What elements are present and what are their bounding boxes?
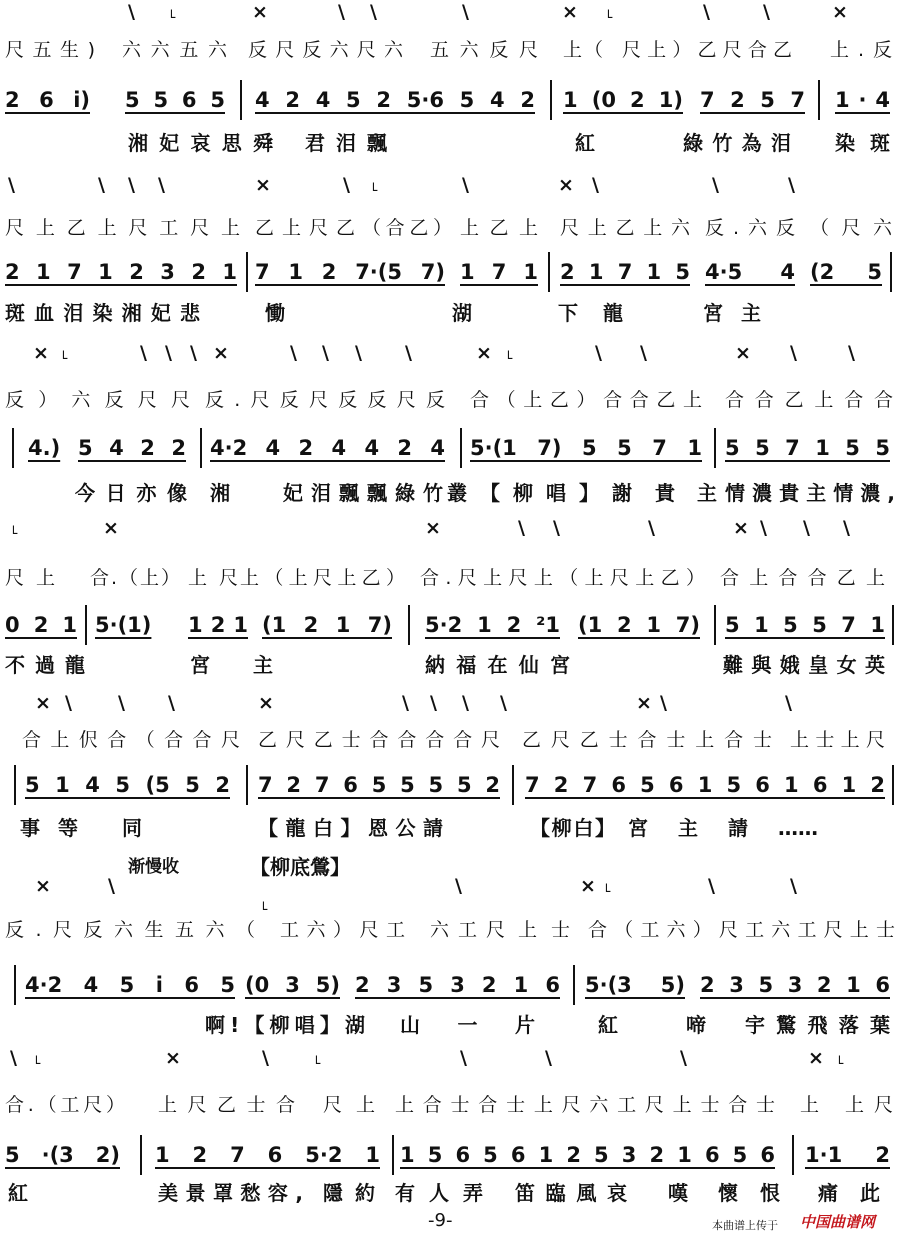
beat-mark: × xyxy=(636,692,652,714)
lyric-segment: 笛臨風哀 xyxy=(515,1181,627,1205)
gongche-segment: 反.六反 xyxy=(705,217,795,239)
beat-mark: \ xyxy=(595,342,602,364)
lyric-segment: 【柳白】 xyxy=(530,816,615,840)
beat-mark: \ xyxy=(712,174,719,196)
bar-line xyxy=(14,965,16,1005)
jianpu-segment: 5 1 4 5 (5 5 2 xyxy=(25,773,230,797)
lyric-segment: 妃泪飄飄綠竹 xyxy=(283,481,443,505)
gongche-segment: 反）六反尺尺 xyxy=(5,389,190,411)
gongche-segment: 上尺 xyxy=(845,1094,893,1116)
beat-mark: × xyxy=(258,692,274,714)
beat-mark: \ xyxy=(128,174,135,196)
beat-mark: \ xyxy=(322,342,329,364)
bar-line xyxy=(140,1135,142,1175)
beat-mark: \ xyxy=(803,517,810,539)
beat-mark: \ xyxy=(462,1,469,23)
tune-name-label: 【柳底鶯】 xyxy=(250,855,350,879)
beat-mark: \ xyxy=(65,692,72,714)
bar-line xyxy=(792,1135,794,1175)
beat-mark: \ xyxy=(703,1,710,23)
beat-mark: \ xyxy=(168,692,175,714)
jianpu-segment: (2 5 xyxy=(810,260,882,284)
jianpu-segment: (0 3 5) xyxy=(245,973,340,997)
gongche-segment: 尺上 xyxy=(323,1094,375,1116)
beat-mark: \ xyxy=(592,174,599,196)
beat-mark: \ xyxy=(462,174,469,196)
bar-line xyxy=(200,428,202,468)
lyric-segment: 啊!【柳唱】湖 xyxy=(205,1013,365,1037)
beat-mark: \ xyxy=(843,517,850,539)
lyric-segment: 同 xyxy=(122,816,142,840)
gongche-segment: 反.尺反六生五六（ xyxy=(5,919,255,941)
jianpu-segment: 5 ·(3 2) xyxy=(5,1143,120,1167)
beat-mark: \ xyxy=(190,342,197,364)
bar-line xyxy=(892,605,894,645)
beat-mark: \ xyxy=(518,517,525,539)
gongche-segment: 反.尺反尺反反尺反 xyxy=(205,389,445,411)
beat-mark: \ xyxy=(355,342,362,364)
beat-mark: \ xyxy=(290,342,297,364)
beat-mark: \ xyxy=(545,1047,552,1069)
lyric-segment: 有人弄 xyxy=(395,1181,483,1205)
jianpu-segment: 1 7 1 xyxy=(460,260,538,284)
beat-mark: \ xyxy=(500,692,507,714)
bar-line xyxy=(548,252,550,292)
jianpu-segment: 5·(1) xyxy=(95,613,152,637)
gongche-segment: 合（上乙）合合乙上 xyxy=(470,389,702,411)
jianpu-segment: 7 2 5 7 xyxy=(700,88,805,112)
bar-line xyxy=(14,765,16,805)
lyric-segment: 不過龍 xyxy=(5,653,85,677)
jianpu-segment: 2 1 7 1 2 3 2 1 xyxy=(5,260,237,284)
beat-mark: × xyxy=(808,1047,824,1069)
beat-mark: × xyxy=(103,517,119,539)
beat-mark: \ xyxy=(455,875,462,897)
beat-mark: × xyxy=(476,342,492,364)
beat-mark: \ xyxy=(343,174,350,196)
beat-mark: \ xyxy=(460,1047,467,1069)
beat-mark: × xyxy=(33,342,49,364)
beat-mark: \ xyxy=(790,342,797,364)
beat-mark: ˪ xyxy=(12,517,19,539)
lyric-segment: 染斑 xyxy=(835,131,890,155)
gongche-segment: （合乙） xyxy=(362,217,452,239)
beat-mark: \ xyxy=(158,174,165,196)
bar-line xyxy=(246,765,248,805)
gongche-segment: 尺上）乙尺合乙 xyxy=(622,39,792,61)
bar-line xyxy=(892,765,894,805)
page-number: -9- xyxy=(428,1210,453,1231)
gongche-segment: 尺五生) xyxy=(5,39,95,61)
bar-line xyxy=(890,252,892,292)
lyric-segment: 今日亦像 xyxy=(75,481,187,505)
beat-mark: \ xyxy=(402,692,409,714)
bar-line xyxy=(714,605,716,645)
bar-line xyxy=(12,428,14,468)
beat-mark: × xyxy=(735,342,751,364)
gongche-segment: 上 xyxy=(800,1094,820,1116)
bar-line xyxy=(460,428,462,468)
gongche-segment: 合合乙上合合 xyxy=(725,389,893,411)
lyric-segment: 難與娥皇女英 xyxy=(723,653,885,677)
beat-mark: \ xyxy=(370,1,377,23)
lyric-segment: 斑血泪染湘妃悲 xyxy=(5,301,200,325)
jianpu-segment: 2 3 5 3 2 1 6 xyxy=(700,973,890,997)
gongche-segment: 反尺反六尺六 xyxy=(248,39,403,61)
jianpu-segment: 7 2 7 6 5 6 1 5 6 1 6 1 2 xyxy=(525,773,885,797)
gongche-segment: （尺六 xyxy=(810,217,892,239)
beat-mark: × xyxy=(213,342,229,364)
beat-mark: \ xyxy=(763,1,770,23)
jianpu-segment: 4·2 4 2 4 4 2 4 xyxy=(210,436,445,460)
beat-mark: \ xyxy=(165,342,172,364)
lyric-segment: 貴主 xyxy=(655,481,717,505)
jianpu-segment: 1 2 7 6 5·2 1 xyxy=(155,1143,380,1167)
lyric-segment: 宮主 xyxy=(703,301,761,325)
lyric-segment: 主 xyxy=(253,653,273,677)
lyric-segment: 叢【柳唱】謝 xyxy=(447,481,632,505)
gongche-segment: 上尺 xyxy=(188,567,238,589)
jianpu-segment: 2 3 5 3 2 1 6 xyxy=(355,973,560,997)
bar-line xyxy=(714,428,716,468)
tempo-instruction: 渐慢收 xyxy=(128,857,179,877)
beat-mark: ˪ xyxy=(607,1,614,23)
bar-line xyxy=(392,1135,394,1175)
lyric-segment: 紅 xyxy=(598,1013,618,1037)
beat-mark: \ xyxy=(640,342,647,364)
gongche-segment: 六工尺 xyxy=(430,919,505,941)
beat-mark: ˪ xyxy=(838,1047,845,1069)
beat-mark: × xyxy=(255,174,271,196)
jianpu-segment: (1 2 1 7) xyxy=(578,613,700,637)
lyric-segment: 情濃貴主情濃, xyxy=(725,481,895,505)
jianpu-segment: 1·1 2 xyxy=(805,1143,890,1167)
beat-mark: \ xyxy=(680,1047,687,1069)
beat-mark: \ xyxy=(118,692,125,714)
beat-mark: \ xyxy=(430,692,437,714)
gongche-segment: 上合士合士上尺六工尺上士合士 xyxy=(395,1094,775,1116)
beat-mark: ˪ xyxy=(262,893,269,915)
lyric-segment: 湘 xyxy=(210,481,230,505)
beat-mark: × xyxy=(562,1,578,23)
beat-mark: \ xyxy=(338,1,345,23)
jianpu-segment: (1 2 1 7) xyxy=(262,613,392,637)
beat-mark: \ xyxy=(140,342,147,364)
gongche-segment: 尺上乙上六 xyxy=(560,217,690,239)
gongche-segment: 上（ xyxy=(563,39,603,61)
bar-line xyxy=(85,605,87,645)
beat-mark: × xyxy=(252,1,268,23)
beat-mark: × xyxy=(425,517,441,539)
lyric-segment: 下龍 xyxy=(558,301,623,325)
gongche-segment: 上尺乙士合 xyxy=(158,1094,295,1116)
jianpu-segment: 5·(1 7) 5 5 7 1 xyxy=(470,436,702,460)
jianpu-segment: 2 1 7 1 5 xyxy=(560,260,690,284)
jianpu-segment: 5 4 2 2 xyxy=(78,436,186,460)
beat-mark: × xyxy=(558,174,574,196)
beat-mark: \ xyxy=(98,174,105,196)
beat-mark: \ xyxy=(788,174,795,196)
beat-mark: × xyxy=(35,692,51,714)
jianpu-segment: 7 2 7 6 5 5 5 5 2 xyxy=(258,773,500,797)
beat-mark: ˪ xyxy=(605,875,612,897)
beat-mark: ˪ xyxy=(35,1047,42,1069)
bar-line xyxy=(818,80,820,120)
jianpu-segment: 5 1 5 5 7 1 xyxy=(725,613,885,637)
site-logo-text: 中国曲谱网 xyxy=(800,1213,876,1231)
lyric-segment: 君泪飄 xyxy=(305,131,387,155)
beat-mark: ˪ xyxy=(507,342,514,364)
jianpu-segment: 4.) xyxy=(28,436,61,460)
beat-mark: × xyxy=(35,875,51,897)
lyric-segment: 痛此 xyxy=(818,1181,880,1205)
bar-line xyxy=(550,80,552,120)
beat-mark: \ xyxy=(108,875,115,897)
lyric-segment: 慟 xyxy=(265,301,285,325)
lyric-segment: 嘆 xyxy=(668,1181,688,1205)
upload-note: 本曲谱上传于 xyxy=(712,1219,778,1232)
beat-mark: \ xyxy=(8,174,15,196)
gongche-segment: 合.（上） xyxy=(90,567,180,589)
gongche-segment: 上（上尺上乙） xyxy=(240,567,405,589)
beat-mark: × xyxy=(832,1,848,23)
lyric-segment: 宮主請…… xyxy=(628,816,818,840)
lyric-segment: 紅 xyxy=(8,1181,28,1205)
gongche-segment: 乙尺乙士合士上合士 xyxy=(522,729,772,751)
lyric-segment: 宇驚飛落葉 xyxy=(745,1013,890,1037)
lyric-segment: 啼 xyxy=(686,1013,706,1037)
beat-mark: \ xyxy=(10,1047,17,1069)
beat-mark: ˪ xyxy=(372,174,379,196)
jianpu-segment: 1 (0 2 1) xyxy=(563,88,683,112)
beat-mark: \ xyxy=(785,692,792,714)
gongche-segment: 上乙上 xyxy=(460,217,538,239)
beat-mark: \ xyxy=(405,342,412,364)
gongche-segment: 乙尺乙士合合合合尺 xyxy=(258,729,500,751)
bar-line xyxy=(573,965,575,1005)
lyric-segment: 【龍白】恩公請 xyxy=(258,816,443,840)
gongche-segment: 乙上尺乙 xyxy=(255,217,355,239)
gongche-segment: 尺上 xyxy=(5,567,55,589)
gongche-segment: 上士 xyxy=(518,919,570,941)
beat-mark: \ xyxy=(128,1,135,23)
beat-mark: \ xyxy=(262,1047,269,1069)
jianpu-segment: 1 5 6 5 6 1 2 5 3 2 1 6 5 6 xyxy=(400,1143,775,1167)
beat-mark: \ xyxy=(462,692,469,714)
jianpu-segment: 4·2 4 5 i 6 5 xyxy=(25,973,235,997)
lyric-segment: 湘妃哀思舜 xyxy=(128,131,273,155)
beat-mark: × xyxy=(165,1047,181,1069)
bar-line xyxy=(240,80,242,120)
beat-mark: × xyxy=(733,517,749,539)
lyric-segment: 隱約 xyxy=(323,1181,375,1205)
beat-mark: \ xyxy=(790,875,797,897)
lyric-segment: 湖 xyxy=(452,301,472,325)
beat-mark: \ xyxy=(648,517,655,539)
gongche-segment: 五六反尺 xyxy=(430,39,538,61)
bar-line xyxy=(408,605,410,645)
beat-mark: \ xyxy=(848,342,855,364)
beat-mark: \ xyxy=(553,517,560,539)
jianpu-segment: 5 5 6 5 xyxy=(125,88,225,112)
jianpu-segment: 1 2 1 xyxy=(188,613,248,637)
jianpu-segment: 4 2 4 5 2 5·6 5 4 2 xyxy=(255,88,535,112)
bar-line xyxy=(512,765,514,805)
lyric-segment: 紅 xyxy=(575,131,595,155)
beat-mark: ˪ xyxy=(170,1,177,23)
gongche-segment: 上士上尺 xyxy=(790,729,885,751)
jianpu-segment: 1 · 4 xyxy=(835,88,890,112)
gongche-segment: 合上伬合（合合尺 xyxy=(22,729,240,751)
beat-mark: ˪ xyxy=(62,342,69,364)
jianpu-segment: 7 1 2 7·(5 7) xyxy=(255,260,445,284)
gongche-segment: 合上合合乙上 xyxy=(720,567,885,589)
lyric-segment: 事等 xyxy=(20,816,78,840)
lyric-segment: 宮 xyxy=(190,653,210,677)
lyric-segment: 美景罩愁容, xyxy=(158,1181,303,1205)
beat-mark: ˪ xyxy=(315,1047,322,1069)
beat-mark: \ xyxy=(660,692,667,714)
jianpu-segment: 5·(3 5) xyxy=(585,973,685,997)
beat-mark: × xyxy=(580,875,596,897)
beat-mark: \ xyxy=(760,517,767,539)
lyric-segment: 懷恨 xyxy=(718,1181,780,1205)
gongche-segment: 尺上乙上尺工尺上 xyxy=(5,217,240,239)
gongche-segment: 合.尺上尺上（上尺上乙） xyxy=(420,567,705,589)
lyric-segment: 納福在仙宮 xyxy=(425,653,570,677)
gongche-segment: 上.反 xyxy=(830,39,892,61)
jianpu-segment: 0 2 1 xyxy=(5,613,77,637)
jianpu-segment: 4·5 4 xyxy=(705,260,795,284)
jianpu-segment: 2 6 i) xyxy=(5,88,90,112)
gongche-segment: 合.（工尺） xyxy=(5,1094,125,1116)
gongche-segment: 合（工六）尺工六工尺上士 xyxy=(588,919,895,941)
jianpu-segment: 5 5 7 1 5 5 xyxy=(725,436,890,460)
lyric-segment: 綠竹為泪 xyxy=(683,131,791,155)
gongche-segment: 六六五六 xyxy=(122,39,227,61)
jianpu-segment: 5·2 1 2 ²1 xyxy=(425,613,560,637)
gongche-segment: 工六）尺工 xyxy=(280,919,405,941)
beat-mark: \ xyxy=(708,875,715,897)
lyric-segment: 山一片 xyxy=(400,1013,535,1037)
bar-line xyxy=(246,252,248,292)
